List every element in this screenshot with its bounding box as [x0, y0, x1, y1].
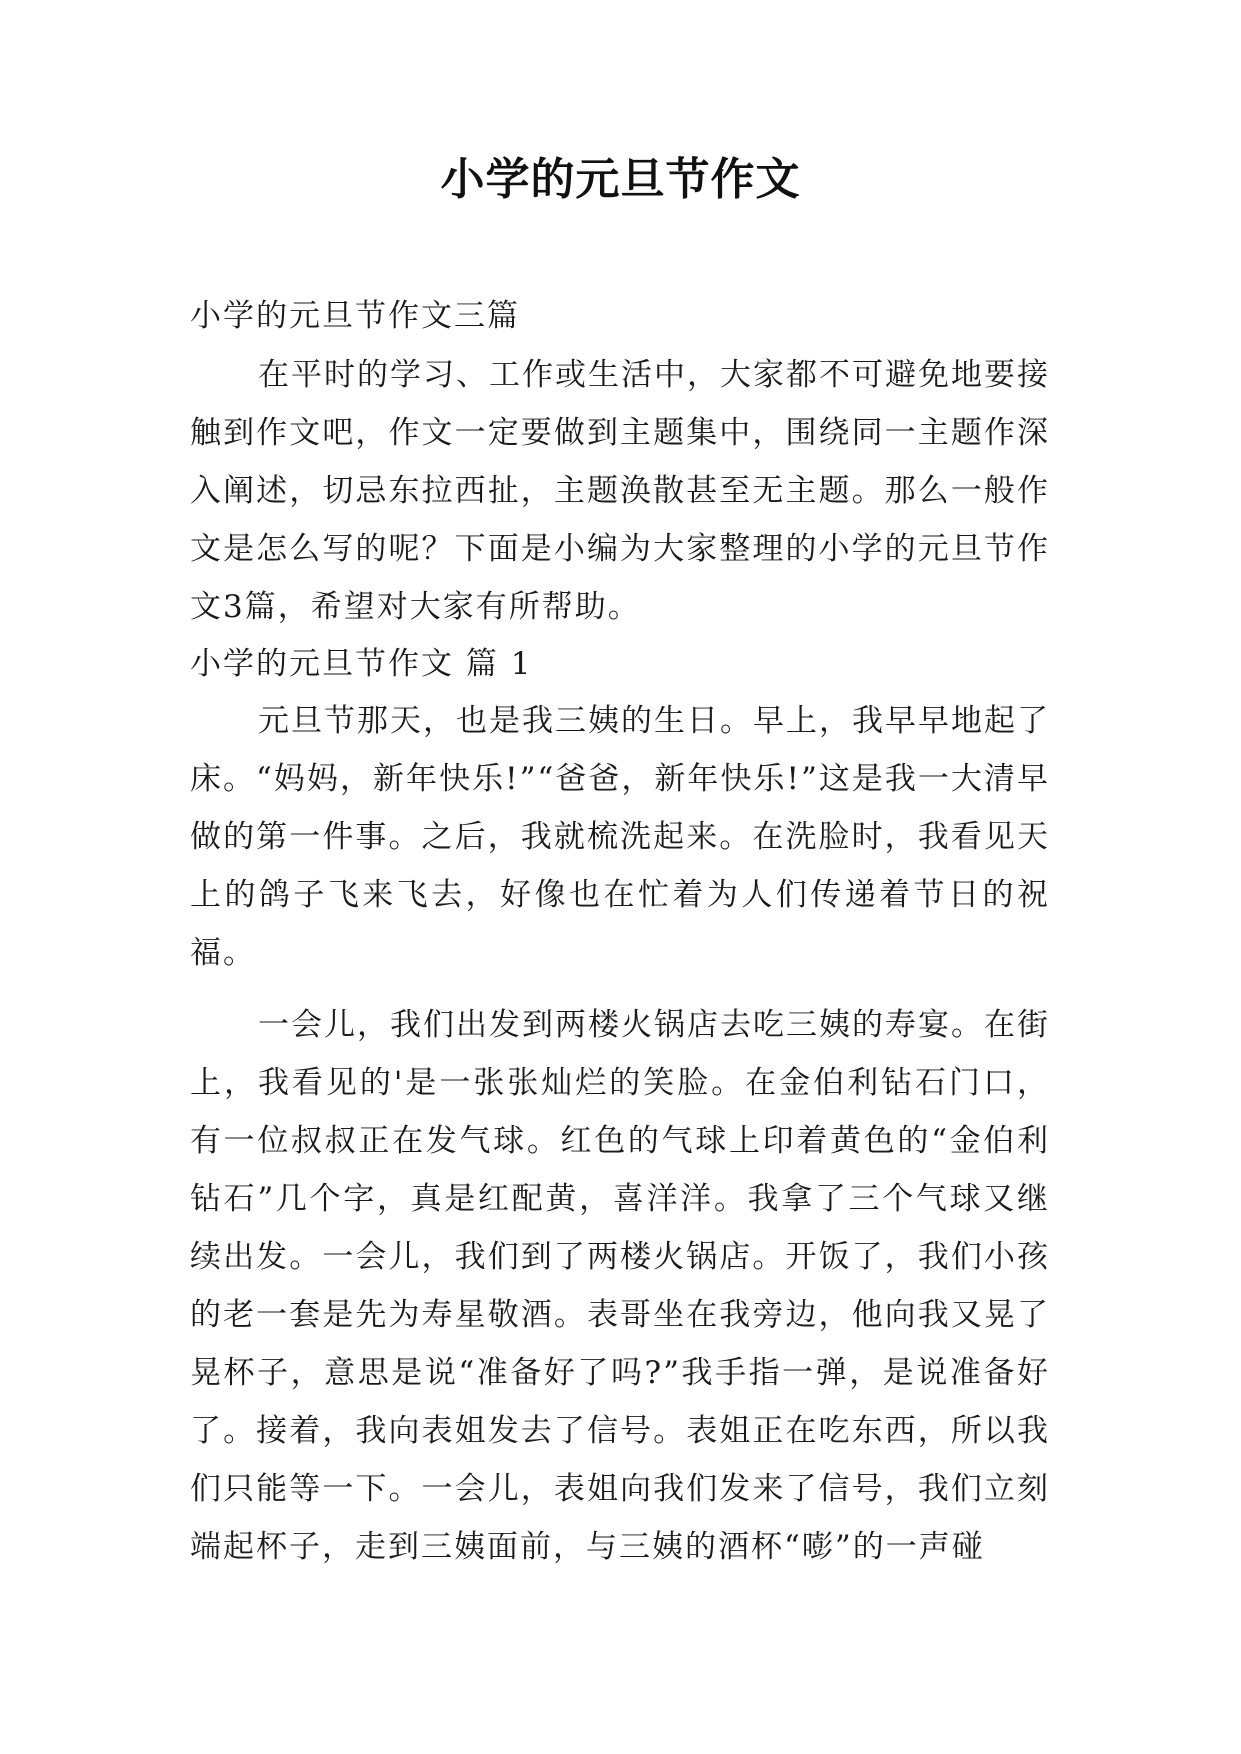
- intro-paragraph: 在平时的学习、工作或生活中，大家都不可避免地要接触到作文吧，作文一定要做到主题集中，围绕同一主题作深入阐述，切忌东拉西扯，主题涣散甚至无主题。那么一般作文是怎么写的呢？下面是小编为大家整理的小学的元旦节作文3篇，希望对大家有所帮助。: [190, 357, 1050, 625]
- essay-paragraph: 元旦节那天，也是我三姨的生日。早上，我早早地起了床。“妈妈，新年快乐!”“爸爸，新年快乐!”这是我一大清早做的第一件事。之后，我就梳洗起来。在洗脸时，我看见天上的鸽子飞来飞去，好像也在忙着为人们传递着节日的祝福。: [190, 703, 1050, 971]
- document-subtitle: 小学的元旦节作文三篇: [190, 298, 520, 334]
- page-title: 小学的元旦节作文: [440, 154, 801, 205]
- essay-paragraph: 一会儿，我们出发到两楼火锅店去吃三姨的寿宴。在街上，我看见的'是一张张灿烂的笑脸。在金伯利钻石门口，有一位叔叔正在发气球。红色的气球上印着黄色的“金伯利钻石”几个字，真是红配黄，喜洋洋。我拿了三个气球又继续出发。一会儿，我们到了两楼火锅店。开饭了，我们小孩的老一套是先为寿星敬酒。表哥坐在我旁边，他向我又晃了晃杯子，意思是说“准备好了吗?”我手指一弹，是说准备好了。接着，我向表姐发去了信号。表姐正在吃东西，所以我们只能等一下。一会儿，表姐向我们发来了信号，我们立刻端起杯子，走到三姨面前，与三姨的酒杯“嘭”的一声碰: [190, 1007, 1050, 1565]
- essay-heading: 小学的元旦节作文 篇 1: [190, 646, 533, 682]
- document-body: [190, 290, 1050, 1576]
